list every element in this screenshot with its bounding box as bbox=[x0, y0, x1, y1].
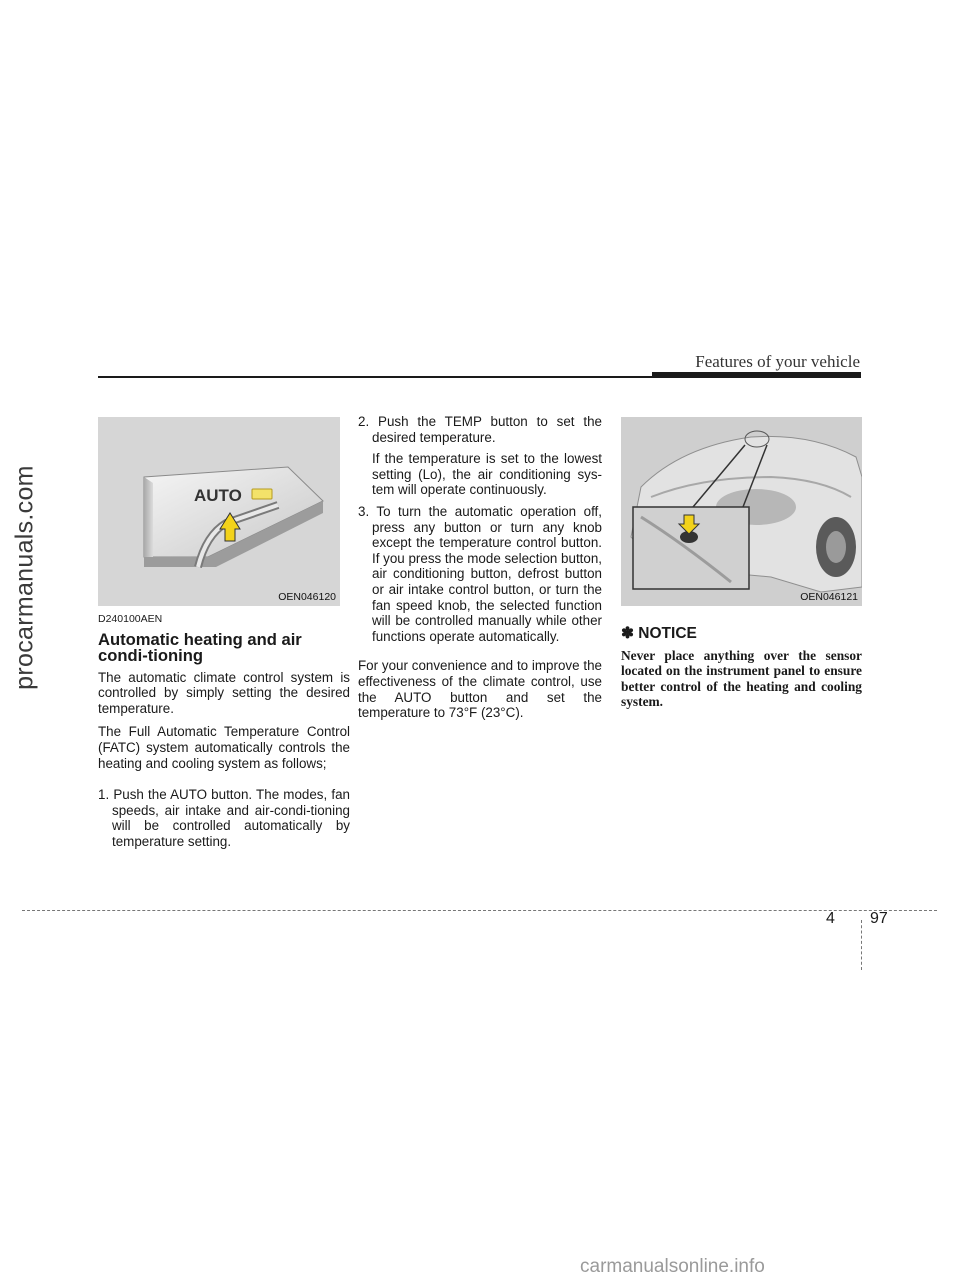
column-middle bbox=[358, 414, 602, 729]
section-title: Features of your vehicle bbox=[695, 352, 860, 371]
auto-button-illustration bbox=[98, 417, 340, 606]
section-heading: Automatic heating and air condi-tioning bbox=[98, 629, 302, 665]
list-item-note: If the temperature is set to the lowest setting (Lo), the air conditioning sys-tem will operate continuously. bbox=[372, 451, 602, 498]
side-watermark: procarmanuals.com bbox=[10, 465, 39, 690]
paragraph: The Full Automatic Temperature Control (FATC) system automatically controls the heating and cooling system as follows; bbox=[98, 724, 350, 771]
document-code: D240100AEN bbox=[98, 613, 163, 625]
page-number: 97 bbox=[870, 910, 888, 927]
auto-label-illustration: AUTO bbox=[194, 486, 242, 505]
list-item: 1. Push the AUTO button. The modes, fan speeds, air intake and air-condi-tioning will be controlled automatically by temperature setting. bbox=[98, 787, 350, 849]
header-rule-accent bbox=[652, 372, 861, 378]
column-left bbox=[98, 612, 350, 856]
paragraph: The automatic climate control system is controlled by simply setting the desired temperature. bbox=[98, 669, 350, 716]
figure-code: OEN046121 bbox=[800, 591, 858, 603]
footer-divider bbox=[22, 910, 937, 911]
notice-body: Never place anything over the sensor located on the instrument panel to ensure better control of the heating and cooling system. bbox=[621, 647, 862, 710]
bottom-watermark: carmanualsonline.info bbox=[580, 1256, 765, 1277]
figure-code: OEN046120 bbox=[278, 591, 336, 603]
notice-title: ✽ NOTICE bbox=[621, 625, 697, 642]
paragraph: For your convenience and to improve the effectiveness of the climate control, use the AUTO button and set the temperature to 73°F (23°C). bbox=[358, 658, 602, 721]
sensor-location-figure bbox=[621, 417, 862, 606]
column-right bbox=[621, 626, 862, 710]
list-item: 2. Push the TEMP button to set the desired temperature. bbox=[358, 414, 602, 445]
footer-vertical-divider bbox=[861, 920, 862, 970]
chapter-number: 4 bbox=[826, 910, 835, 927]
auto-button-figure bbox=[98, 417, 340, 606]
list-item: 3. To turn the automatic operation off, press any button or turn any knob except the temperature control button. If you press the mode selection button, air conditioning button, defrost button or air intake control button, or turn the fan speed knob, the selected function will be controlled manually while other functions operate automatically. bbox=[358, 503, 603, 644]
vehicle-sensor-illustration bbox=[621, 417, 862, 606]
